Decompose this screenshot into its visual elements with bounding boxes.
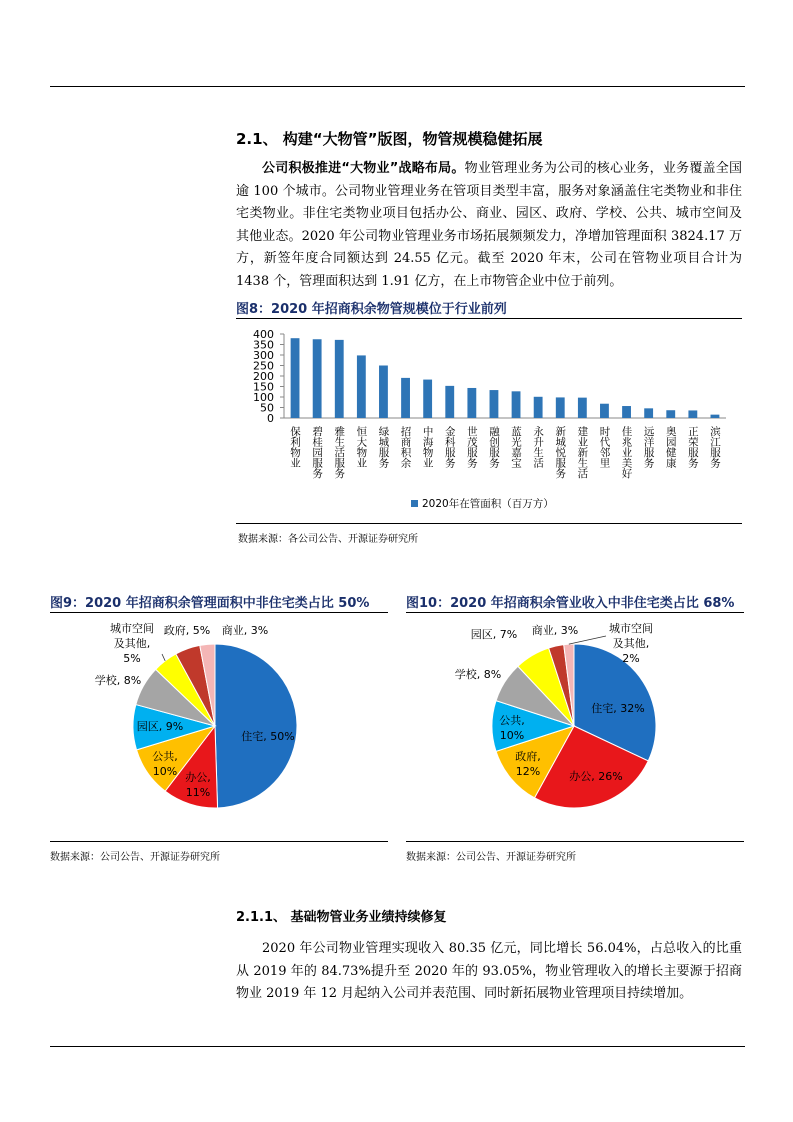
bar	[578, 398, 587, 418]
slice-label: 城市空间	[609, 622, 653, 635]
section-paragraph	[236, 158, 742, 294]
bar	[423, 380, 432, 418]
slice-label: 城市空间	[110, 622, 154, 635]
y-tick-label: 100	[253, 391, 274, 404]
fig10-title: 图10：2020 年招商积余管业收入中非住宅类占比 68%	[406, 596, 735, 611]
fig8-bottom-rule	[236, 523, 742, 524]
slice-label: 学校, 8%	[454, 668, 502, 681]
slice-label: 住宅, 50%	[241, 730, 295, 743]
slice-label: 12%	[515, 765, 541, 778]
slice-label: 10%	[152, 765, 178, 778]
slice-label: 办公,	[185, 771, 211, 784]
bar	[512, 391, 521, 418]
slice-label: 公共,	[152, 750, 178, 763]
pie-slice	[215, 644, 297, 808]
fig9-pie-chart	[50, 614, 388, 839]
bar	[688, 410, 697, 418]
fig10-pie-chart	[406, 614, 744, 839]
slice-label: 学校, 8%	[94, 674, 142, 687]
y-tick-label: 300	[253, 349, 274, 362]
x-tick-label: 永升生活	[532, 426, 545, 468]
slice-label: 2%	[622, 652, 640, 665]
fig8-title: 图8：2020 年招商积余物管规模位于行业前列	[236, 302, 507, 317]
x-tick-label: 雅生活服务	[333, 426, 346, 479]
fig10-source: 数据来源：公司公告、开源证券研究所	[406, 852, 576, 863]
bar	[711, 415, 720, 418]
header-rule	[50, 86, 745, 87]
fig8-source: 数据来源：各公司公告、开源证券研究所	[238, 534, 418, 545]
legend-swatch	[411, 500, 418, 507]
bar	[622, 406, 631, 418]
x-tick-label: 恒大物业	[355, 426, 368, 468]
bar	[600, 404, 609, 418]
x-tick-label: 新城悦服务	[554, 426, 567, 479]
y-tick-label: 150	[253, 380, 274, 394]
slice-label: 及其他,	[612, 637, 650, 650]
x-tick-label: 滨江服务	[708, 426, 721, 468]
subsection-paragraph: 2020 年公司物业管理实现收入 80.35 亿元，同比增长 56.04%，占总收入的比重从 2019 年的 84.73%提升至 2020 年的 93.05%，物业管理收入的增长主要源于招商物业 2019 年 12 月起纳入公司并表范围、同时新拓展物业管理项目持续增加。	[236, 941, 742, 1002]
bar	[445, 386, 454, 418]
fig9-source: 数据来源：公司公告、开源证券研究所	[50, 852, 220, 863]
y-tick-label: 400	[253, 328, 274, 341]
footer-rule	[50, 1046, 745, 1047]
y-tick-label: 200	[253, 370, 274, 383]
fig9-title: 图9：2020 年招商积余管理面积中非住宅类占比 50%	[50, 596, 370, 611]
y-tick-label: 250	[253, 359, 274, 373]
fig10-bottom-rule	[406, 841, 744, 842]
bar	[666, 410, 675, 418]
bar	[644, 408, 653, 418]
bar	[490, 390, 499, 418]
slice-label: 10%	[499, 729, 525, 742]
y-tick-label: 50	[260, 401, 274, 415]
leader-line	[162, 654, 165, 661]
slice-label: 11%	[185, 786, 211, 799]
y-tick-label: 0	[267, 412, 274, 425]
x-tick-label: 佳兆业美好	[620, 426, 633, 479]
x-tick-label: 建业新生活	[576, 426, 589, 479]
x-tick-label: 招商积余	[399, 426, 412, 468]
section-paragraph-lead: 公司积极推进“大物业”战略布局。	[262, 161, 465, 176]
subsection-title: 2.1.1、 基础物管业务业绩持续修复	[236, 910, 447, 925]
bar	[556, 397, 565, 418]
slice-label: 公共,	[499, 714, 525, 727]
slice-label: 政府,	[515, 750, 541, 763]
x-tick-label: 时代邻里	[598, 426, 611, 468]
x-tick-label: 远洋服务	[642, 426, 655, 468]
x-tick-label: 保利物业	[289, 426, 302, 468]
slice-label: 园区, 9%	[136, 720, 184, 733]
slice-label: 住宅, 32%	[591, 702, 645, 715]
section-title: 2.1、 构建“大物管”版图，物管规模稳健拓展	[236, 130, 543, 148]
y-tick-label: 350	[253, 338, 274, 352]
bar	[379, 366, 388, 419]
bar	[313, 339, 322, 418]
slice-label: 办公, 26%	[569, 770, 623, 783]
x-tick-label: 金科服务	[443, 426, 456, 468]
slice-label: 及其他,	[113, 637, 151, 650]
slice-label: 商业, 3%	[531, 624, 579, 637]
x-tick-label: 正荣服务	[686, 426, 699, 468]
slice-label: 商业, 3%	[221, 624, 269, 637]
x-tick-label: 融创服务	[487, 426, 500, 468]
fig9-bottom-rule	[50, 841, 388, 842]
section-paragraph-body: 物业管理业务为公司的核心业务，业务覆盖全国逾 100 个城市。公司物业管理业务在管项目类型丰富，服务对象涵盖住宅类物业和非住宅类物业。非住宅类物业项目包括办公、商业、园区、政府、学校、公共、城市空间及其他业态。2020 年公司物业管理业务市场拓展频频发力，净增加管理面积 3824.17 万方，新签年度合同额达到 24.55 亿元。截至 2020 年末，公司在管物业项目合计为 1438 个，管理面积达到 1.91 亿方，在上市物管企业中位于前列。	[236, 161, 742, 289]
bar	[335, 340, 344, 418]
slice-label: 园区, 7%	[470, 628, 518, 641]
x-tick-label: 碧桂园服务	[311, 426, 324, 479]
bar	[467, 388, 476, 418]
x-tick-label: 奥园健康	[664, 426, 677, 468]
x-tick-label: 世茂服务	[465, 426, 478, 468]
bar	[401, 378, 410, 418]
fig8-bar-chart	[236, 320, 742, 520]
x-tick-label: 中海物业	[421, 426, 434, 468]
slice-label: 政府, 5%	[163, 624, 211, 637]
leader-line	[569, 636, 606, 644]
legend-label: 2020年在管面积（百万方）	[422, 498, 554, 510]
bar	[357, 355, 366, 418]
slice-label: 5%	[123, 652, 141, 665]
x-tick-label: 绿城服务	[377, 426, 390, 468]
bar	[534, 397, 543, 418]
bar	[291, 338, 300, 418]
x-tick-label: 蓝光嘉宝	[510, 426, 523, 468]
fig9-top-rule	[50, 612, 388, 613]
fig10-top-rule	[406, 612, 744, 613]
fig8-top-rule	[236, 318, 742, 319]
